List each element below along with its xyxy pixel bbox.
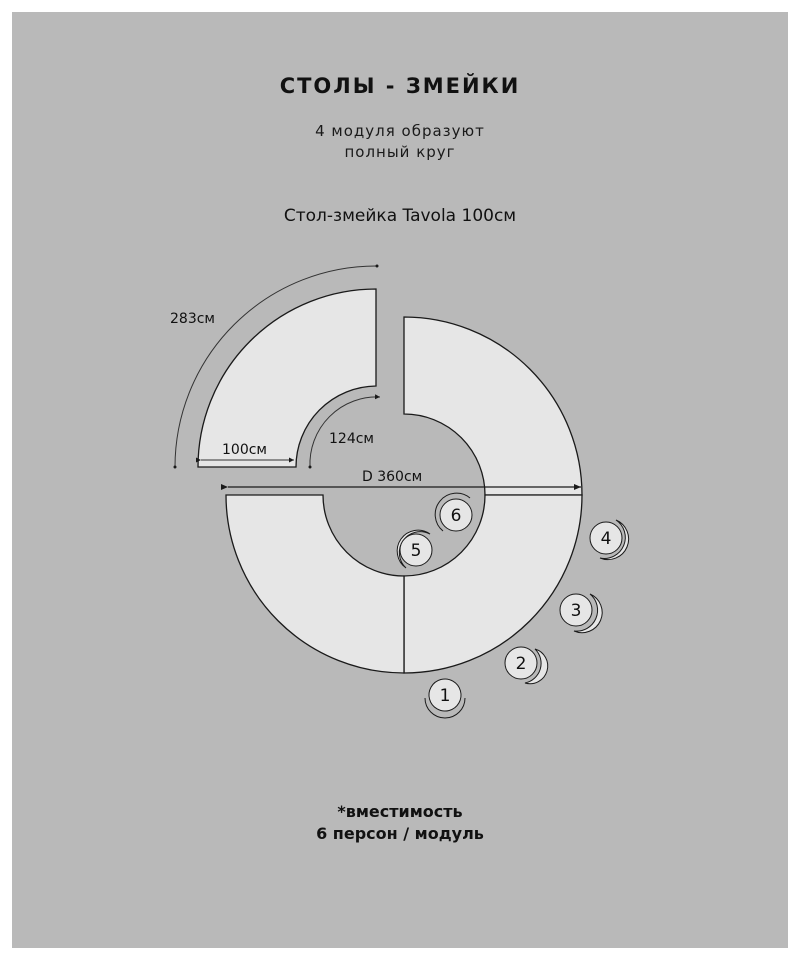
- inner-arc-label: 124см: [329, 431, 374, 447]
- outer-arc-label: 283см: [170, 311, 215, 327]
- table-module-bottom-right: [404, 495, 582, 673]
- chair-number-1: 1: [439, 686, 451, 706]
- subtitle-line-2: полный круг: [344, 143, 456, 161]
- table-module-bottom-left: [226, 495, 404, 673]
- table-module-top-right: [404, 317, 582, 495]
- chair-number-4: 4: [600, 529, 612, 549]
- chair-number-2: 2: [515, 654, 527, 674]
- product-name: Стол-змейка Tavola 100см: [283, 206, 517, 226]
- capacity-note-line-1: *вместимость: [337, 802, 463, 821]
- subtitle-line-1: 4 модуля образуют: [315, 122, 485, 140]
- capacity-note-line-2: 6 персон / модуль: [316, 824, 484, 843]
- module-width-label: 100см: [222, 442, 267, 458]
- diameter-label: D 360см: [362, 469, 423, 485]
- capacity-note: [0, 801, 800, 845]
- page-title: СТОЛЫ - ЗМЕЙКИ: [279, 74, 521, 98]
- chair-number-3: 3: [570, 601, 582, 621]
- chair-number-5: 5: [410, 541, 422, 561]
- chair-number-6: 6: [450, 506, 462, 526]
